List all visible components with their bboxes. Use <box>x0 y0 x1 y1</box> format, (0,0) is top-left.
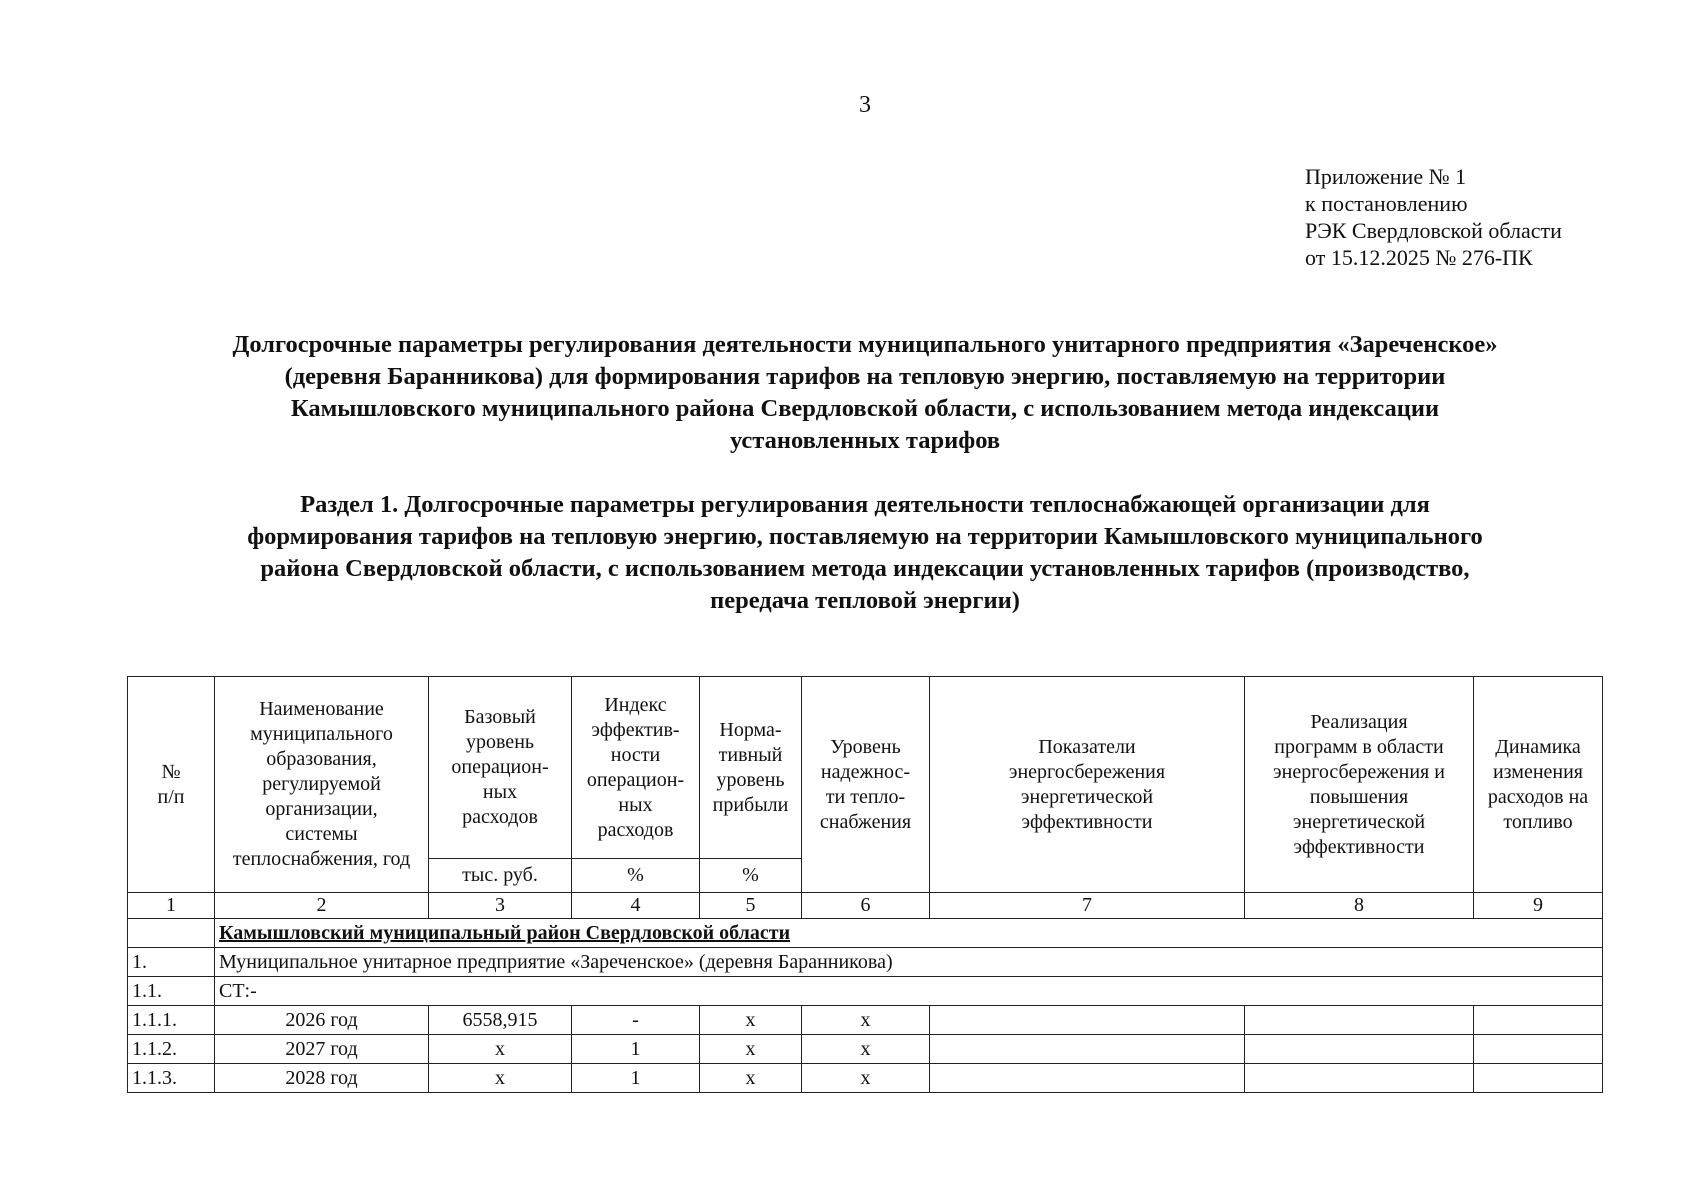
header-line: энергетической <box>1292 810 1426 833</box>
title-line: Камышловского муниципального района Свердловской области, с использованием метода индексации <box>290 395 1440 422</box>
header-line: энергетической <box>1020 785 1154 808</box>
header-line: расходов на <box>1487 785 1589 808</box>
row-normative-profit: х <box>700 1035 802 1064</box>
header-line: повышения <box>1309 785 1409 808</box>
header-line: ных <box>482 781 518 803</box>
region-row <box>215 919 1603 948</box>
row-energy-indicators <box>930 1064 1245 1093</box>
column-number: 4 <box>572 893 700 919</box>
column-number: 9 <box>1474 893 1603 919</box>
header-line: Индекс <box>604 693 667 716</box>
header-line: Наименование <box>259 698 384 720</box>
header-line: энергосбережения и <box>1273 760 1445 783</box>
column-number: 1 <box>128 893 215 919</box>
region-number-cell <box>128 919 215 948</box>
header-efficiency-index <box>572 677 700 859</box>
header-line: надежнос- <box>820 760 911 783</box>
table-row <box>128 1035 1603 1064</box>
header-line: операцион- <box>451 756 549 778</box>
column-number: 5 <box>700 893 802 919</box>
header-line: Норма- <box>719 718 782 741</box>
row-base-level: х <box>429 1035 572 1064</box>
row-base-level: 6558,915 <box>429 1006 572 1035</box>
parameters-table-wrapper <box>127 676 1603 1093</box>
header-line: снабжения <box>819 810 912 833</box>
header-line: прибыли <box>712 793 789 816</box>
row-base-level: х <box>429 1064 572 1093</box>
appendix-block <box>1305 163 1562 271</box>
section-title-line: передача тепловой энергии) <box>710 587 1020 614</box>
header-line: ных <box>618 793 653 816</box>
header-line: эффектив- <box>591 718 680 741</box>
column-number: 6 <box>802 893 930 919</box>
row-year: 2028 год <box>215 1064 429 1093</box>
row-fuel-dynamics <box>1474 1035 1603 1064</box>
header-line: тивный <box>718 743 783 766</box>
org-name: Муниципальное унитарное предприятие «Зареченское» (деревня Баранникова) <box>215 948 1603 977</box>
header-line: уровень <box>716 768 785 791</box>
header-line: энергосбережения <box>1008 760 1166 783</box>
title-line: установленных тарифов <box>729 427 1001 454</box>
header-line: расходов <box>597 818 674 841</box>
column-number: 7 <box>930 893 1245 919</box>
header-line: муниципального <box>250 723 393 745</box>
title-line: (деревня Баранникова) для формирования тарифов на тепловую энергию, поставляемую на территории <box>284 363 1446 390</box>
column-number: 2 <box>215 893 429 919</box>
table-row <box>128 1064 1603 1093</box>
row-efficiency-index: - <box>572 1006 700 1035</box>
org-number: 1. <box>128 948 215 977</box>
header-line: теплоснабжения, год <box>232 848 411 870</box>
header-line: эффективности <box>1293 835 1425 858</box>
header-line: топливо <box>1503 810 1573 833</box>
row-fuel-dynamics <box>1474 1006 1603 1035</box>
header-energy-saving-programs <box>1245 677 1474 893</box>
title-line: Долгосрочные параметры регулирования деятельности муниципального унитарного предприятия «Зареченское» <box>232 331 1498 358</box>
header-line: уровень <box>465 731 535 753</box>
header-line: системы <box>285 823 358 845</box>
header-number <box>128 677 215 893</box>
header-line: программ в области <box>1274 735 1444 758</box>
unit-percent: % <box>572 859 700 893</box>
header-energy-saving-indicators <box>930 677 1245 893</box>
header-line: Показатели <box>1038 735 1136 758</box>
row-reliability: х <box>802 1035 930 1064</box>
row-normative-profit: х <box>700 1064 802 1093</box>
header-line: расходов <box>462 806 538 828</box>
header-line: № <box>161 760 181 783</box>
region-label: Камышловский муниципальный район Свердловской области <box>219 922 791 944</box>
header-line: п/п <box>157 785 185 808</box>
header-line: эффективности <box>1021 810 1153 833</box>
row-number: 1.1.1. <box>128 1006 215 1035</box>
row-year: 2026 год <box>215 1006 429 1035</box>
appendix-line: Приложение № 1 <box>1305 164 1467 189</box>
column-number: 8 <box>1245 893 1474 919</box>
header-line: ности <box>610 743 661 766</box>
unit-percent: % <box>700 859 802 893</box>
unit-thousand-rub: тыс. руб. <box>429 859 572 893</box>
row-efficiency-index: 1 <box>572 1064 700 1093</box>
page-number: 3 <box>859 92 871 118</box>
section-title-line: формирования тарифов на тепловую энергию, поставляемую на территории Камышловского муниципального <box>247 523 1483 550</box>
row-normative-profit: х <box>700 1006 802 1035</box>
parameters-table <box>127 676 1603 1093</box>
header-normative-profit <box>700 677 802 859</box>
appendix-line: РЭК Свердловской области <box>1305 218 1562 243</box>
header-line: ти тепло- <box>825 785 906 808</box>
column-number: 3 <box>429 893 572 919</box>
row-energy-programs <box>1245 1035 1474 1064</box>
header-reliability <box>802 677 930 893</box>
header-line: регулируемой <box>262 773 381 795</box>
appendix-line: от 15.12.2025 № 276-ПК <box>1305 245 1533 270</box>
row-energy-programs <box>1245 1006 1474 1035</box>
header-municipality <box>215 677 429 893</box>
row-fuel-dynamics <box>1474 1064 1603 1093</box>
header-line: операцион- <box>586 768 685 791</box>
appendix-line: к постановлению <box>1305 191 1468 216</box>
row-reliability: х <box>802 1064 930 1093</box>
row-number: 1.1.2. <box>128 1035 215 1064</box>
system-name: СТ:- <box>215 977 1603 1006</box>
section-title <box>100 489 1630 617</box>
section-title-line: района Свердловской области, с использованием метода индексации установленных тарифов (производство, <box>260 555 1470 582</box>
header-fuel-dynamics <box>1474 677 1603 893</box>
system-number: 1.1. <box>128 977 215 1006</box>
row-energy-indicators <box>930 1035 1245 1064</box>
section-title-line: Раздел 1. Долгосрочные параметры регулирования деятельности теплоснабжающей организации для <box>300 491 1430 518</box>
row-efficiency-index: 1 <box>572 1035 700 1064</box>
header-line: образования, <box>266 748 377 770</box>
row-year: 2027 год <box>215 1035 429 1064</box>
header-line: изменения <box>1492 760 1584 783</box>
header-line: Динамика <box>1495 735 1581 758</box>
header-line: Уровень <box>830 735 901 758</box>
header-line: Базовый <box>464 706 536 728</box>
header-line: Реализация <box>1310 710 1408 733</box>
row-reliability: х <box>802 1006 930 1035</box>
row-number: 1.1.3. <box>128 1064 215 1093</box>
row-energy-indicators <box>930 1006 1245 1035</box>
table-row <box>128 1006 1603 1035</box>
header-line: организации, <box>265 798 378 820</box>
row-energy-programs <box>1245 1064 1474 1093</box>
document-title <box>100 329 1630 457</box>
header-base-level <box>429 677 572 859</box>
